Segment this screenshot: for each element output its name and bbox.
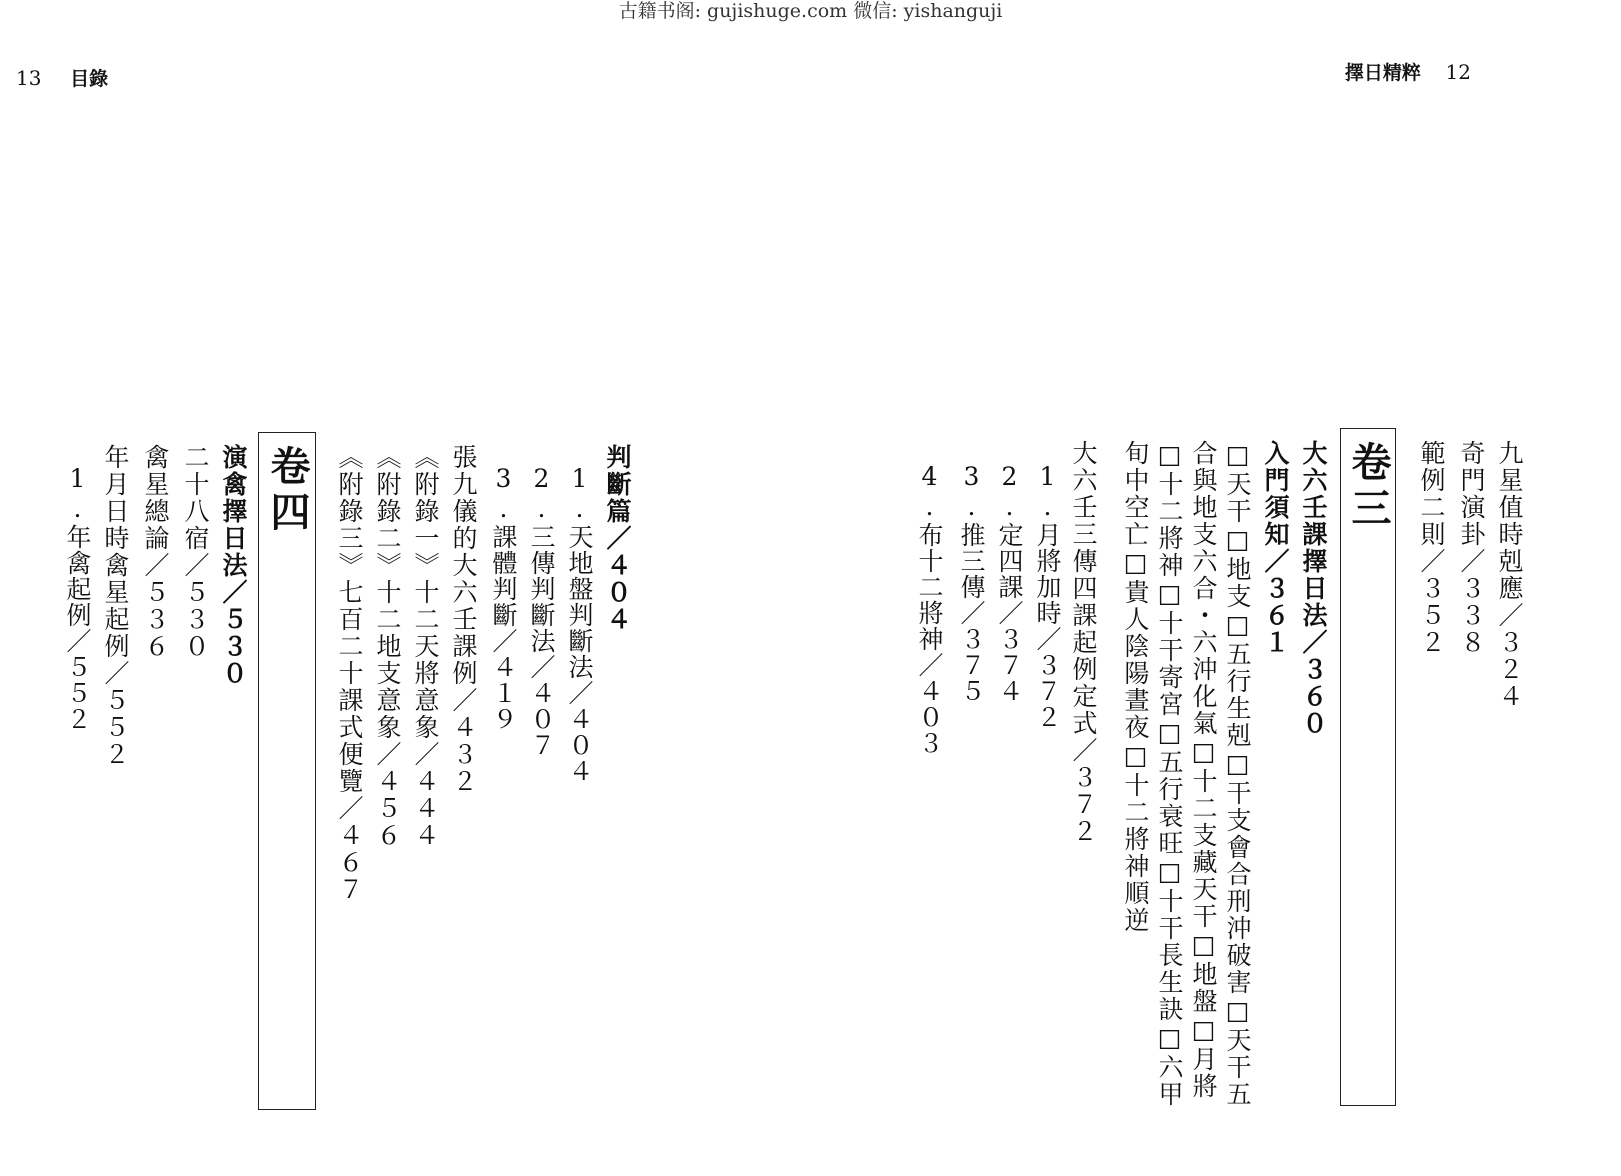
toc-entry: 九星值時剋應／３２４	[1495, 440, 1524, 710]
intro-title: 入門須知／３６１	[1261, 440, 1290, 656]
section-title: 演禽擇日法／５３０	[219, 444, 248, 687]
toc-sub-item: 4.布十二將神／４０３	[915, 462, 944, 756]
toc-sub-item: 1.月將加時／３７２	[1033, 462, 1062, 730]
left-page-header	[16, 64, 108, 91]
section-title: 大六壬課擇日法／３６０	[1299, 440, 1328, 737]
toc-entry: 範例二則／３５２	[1417, 440, 1446, 656]
volume-label: 卷四	[264, 445, 311, 537]
volume-box-4	[258, 432, 316, 1110]
right-page-number: 12	[1445, 60, 1471, 84]
toc-sub-item: 1.年禽起例／５５２	[63, 464, 92, 732]
subsection-title: 大六壬三傳四課起例定式／３７２	[1069, 440, 1098, 845]
toc-entry: 年月日時禽星起例／５５２	[101, 444, 130, 768]
watermark: 古籍书阁: gujishuge.com 微信: yishanguji	[618, 0, 1003, 22]
toc-entry: 《附錄二》十二地支意象／４５６	[373, 444, 402, 849]
toc-entry: 二十八宿／５３０	[181, 444, 210, 660]
toc-entry: 《附錄一》十二天將意象／４４４	[411, 444, 440, 849]
toc-entry: 張九儀的大六壬課例／４３２	[449, 444, 478, 795]
volume-label: 卷三	[1345, 441, 1392, 533]
left-page-number: 13	[16, 66, 42, 90]
judgment-title: 判斷篇／４０４	[603, 444, 632, 633]
toc-entry: 奇門演卦／３３８	[1457, 440, 1486, 656]
toc-entry: 《附錄三》七百二十課式便覽／４６７	[335, 444, 364, 903]
toc-sub-item: 3.課體判斷／４１９	[489, 464, 518, 732]
toc-sub-item: 1.天地盤判斷法／４０４	[565, 464, 594, 784]
toc-sub-item: 3.推三傳／３７５	[957, 462, 986, 704]
intro-body: □天干□地支□五行生剋□干支會合刑沖破害□天干五合與地支六合・六沖化氣□十二支藏天干□地盤□月將□十二將神□十干寄宮□五行衰旺□十干長生訣□六甲旬中空亡□貴人陰陽晝夜□十二將神順逆	[1121, 440, 1252, 1108]
toc-entry: 禽星總論／５３６	[141, 444, 170, 660]
toc-sub-item: 2.三傳判斷法／４０７	[527, 464, 556, 758]
left-page-title: 目錄	[70, 68, 109, 90]
right-page-header	[1345, 58, 1471, 85]
toc-sub-item: 2.定四課／３７４	[995, 462, 1024, 704]
volume-box-3	[1340, 428, 1396, 1106]
right-page-title: 擇日精粹	[1344, 62, 1421, 84]
